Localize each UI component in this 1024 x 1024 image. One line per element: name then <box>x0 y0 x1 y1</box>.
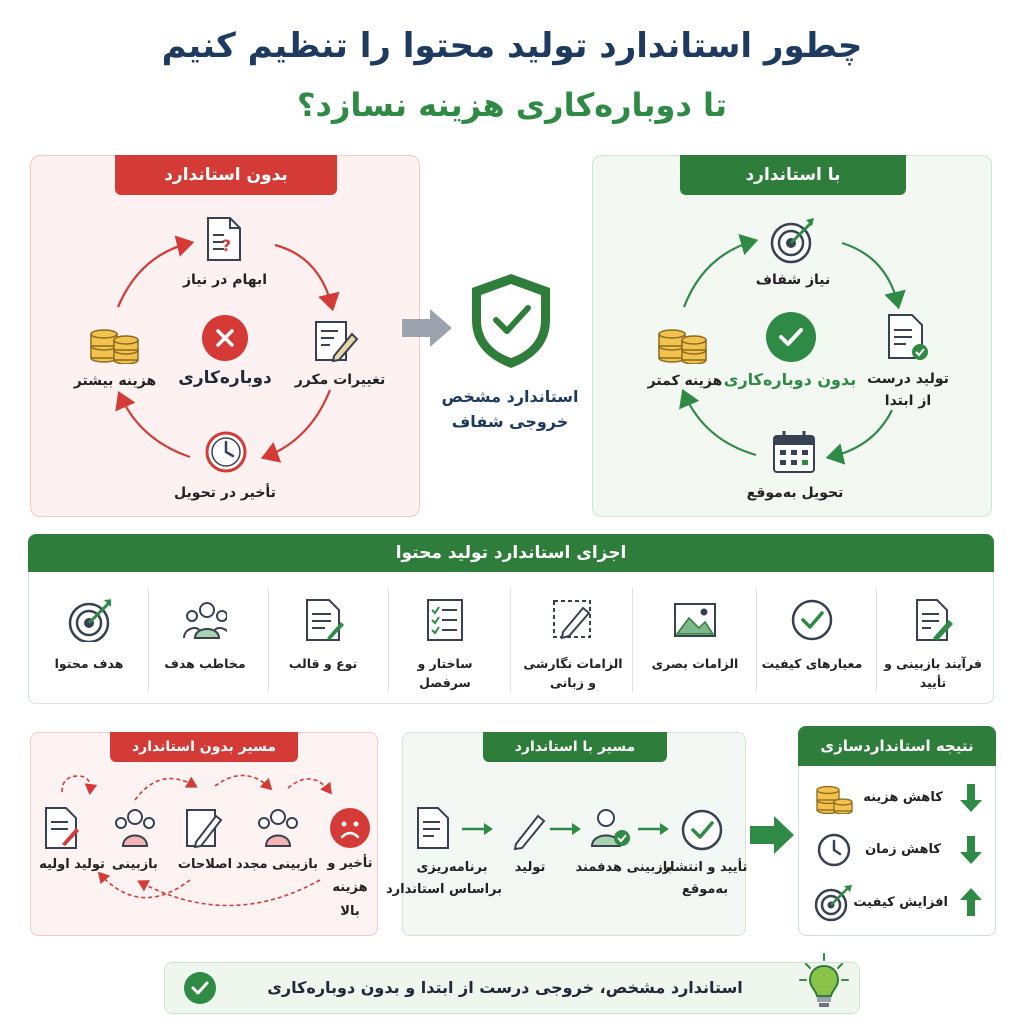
path-with-step-1-b: براساس استاندارد <box>386 882 502 897</box>
no-rework-label: بدون دوباره‌کاری <box>723 370 857 389</box>
document-icon <box>301 598 345 642</box>
component-label: فرآیند بازبینی و تأیید <box>884 656 982 691</box>
component-writing <box>518 590 628 696</box>
re-review-icon <box>255 806 301 848</box>
path-without-end-2: هزینه <box>332 880 368 895</box>
component-label: الزامات بصری <box>651 656 739 671</box>
targeted-review-icon <box>588 806 634 850</box>
path-without-tab: مسیر بدون استاندارد <box>110 732 298 762</box>
component-label: الزامات نگارشی و زبانی <box>523 656 623 691</box>
reviewers-icon <box>112 806 158 848</box>
path-without-end-3: بالا <box>340 904 360 919</box>
footer-check-icon <box>184 972 216 1004</box>
path-without-step-4: بازبینی مجدد <box>235 857 318 872</box>
path-without-step-1: تولید اولیه <box>39 857 105 872</box>
component-audience <box>150 590 260 696</box>
component-label: نوع و قالب <box>288 656 358 671</box>
component-goal <box>34 590 144 696</box>
path-with-step-3: بازبینی هدفمند <box>575 860 673 875</box>
result-item-3: افزایش کیفیت <box>853 895 948 910</box>
component-structure <box>390 590 500 696</box>
edit-icon <box>184 806 226 850</box>
middle-label-1: استاندارد مشخص <box>441 387 579 406</box>
approved-check-icon <box>680 808 724 852</box>
down-arrow-icon <box>958 782 984 814</box>
red-x-icon <box>202 315 248 361</box>
component-label: مخاطب هدف <box>164 656 246 671</box>
path-without-end-1: تأخیر و <box>327 856 373 871</box>
path-with-step-1-a: برنامه‌ریزی <box>416 860 488 875</box>
target-icon <box>768 216 818 266</box>
review-document-icon <box>911 598 955 642</box>
result-item-2: کاهش زمان <box>865 842 941 857</box>
clock-icon <box>203 428 249 474</box>
component-label: ساختار و سرفصل <box>417 656 473 691</box>
arrow-2 <box>548 820 584 838</box>
path-with-tab: مسیر با استاندارد <box>483 732 667 762</box>
component-review <box>878 590 988 696</box>
draft-document-icon <box>42 806 82 850</box>
with-standard-tab: با استاندارد <box>680 155 906 195</box>
image-icon <box>673 598 717 642</box>
rework-label: دوباره‌کاری <box>178 368 272 388</box>
target-icon <box>67 598 111 642</box>
shield-check-icon <box>462 268 560 372</box>
component-type <box>268 590 378 696</box>
cycle-item-cost: هزینه بیشتر <box>73 373 157 389</box>
svg-text:?: ? <box>221 236 231 255</box>
clock-icon <box>816 832 852 868</box>
cycle-item-delay: تأخیر در تحویل <box>174 485 276 501</box>
component-quality <box>757 590 867 696</box>
cycle-item-ambiguity: ابهام در نیاز <box>182 272 268 288</box>
green-check-icon <box>766 312 816 362</box>
calendar-icon <box>770 428 818 476</box>
down-arrow-icon <box>958 834 984 866</box>
coins-icon <box>88 318 142 364</box>
up-arrow-icon <box>958 886 984 918</box>
checked-document-icon <box>884 312 930 362</box>
sad-face-icon <box>330 808 370 848</box>
without-standard-tab: بدون استاندارد <box>115 155 337 195</box>
middle-label-2: خروجی شفاف <box>451 412 569 431</box>
result-item-1: کاهش هزینه <box>863 790 943 805</box>
lightbulb-icon <box>796 952 852 1012</box>
audience-icon <box>183 598 227 642</box>
arrow-right-icon <box>398 305 456 351</box>
cycle-item-right-first-2: از ابتدا <box>884 393 932 409</box>
edit-document-icon <box>312 318 360 366</box>
edit-pen-icon <box>551 598 595 642</box>
components-header: اجزای استاندارد تولید محتوا <box>28 534 994 572</box>
target-icon <box>814 884 854 922</box>
path-without-step-2: بازبینی <box>112 857 158 872</box>
write-pen-icon <box>508 808 548 850</box>
cycle-item-less-cost: هزینه کمتر <box>647 373 723 389</box>
path-with-step-4-b: به‌موقع <box>681 882 729 897</box>
arrow-to-result-icon <box>748 812 796 858</box>
checklist-icon <box>423 598 467 642</box>
path-with-step-4-a: تأیید و انتشار <box>662 860 748 875</box>
coins-icon <box>656 318 710 364</box>
result-header: نتیجه استانداردسازی <box>798 726 996 766</box>
cycle-item-right-first-1: تولید درست <box>867 371 949 387</box>
cycle-item-on-time: تحویل به‌موقع <box>746 485 844 501</box>
cycle-item-clear-need: نیاز شفاف <box>755 272 831 288</box>
page-title: چطور استاندارد تولید محتوا را تنظیم کنیم <box>161 26 863 66</box>
arrow-1 <box>460 820 496 838</box>
component-visual <box>640 590 750 696</box>
page-subtitle: تا دوباره‌کاری هزینه نسازد؟ <box>296 86 728 124</box>
path-without-step-3: اصلاحات <box>177 857 233 872</box>
quality-check-icon <box>790 598 834 642</box>
component-label: هدف محتوا <box>54 656 124 671</box>
question-document-icon <box>202 215 248 263</box>
cycle-item-changes: تغییرات مکرر <box>294 372 386 388</box>
footer-text: استاندارد مشخص، خروجی درست از ابتدا و بدون دوباره‌کاری <box>267 978 743 997</box>
component-label: معیارهای کیفیت <box>761 656 863 671</box>
planning-document-icon <box>414 806 456 852</box>
arrow-3 <box>636 820 672 838</box>
path-with-step-2: تولید <box>514 860 546 875</box>
coins-icon <box>814 780 854 814</box>
